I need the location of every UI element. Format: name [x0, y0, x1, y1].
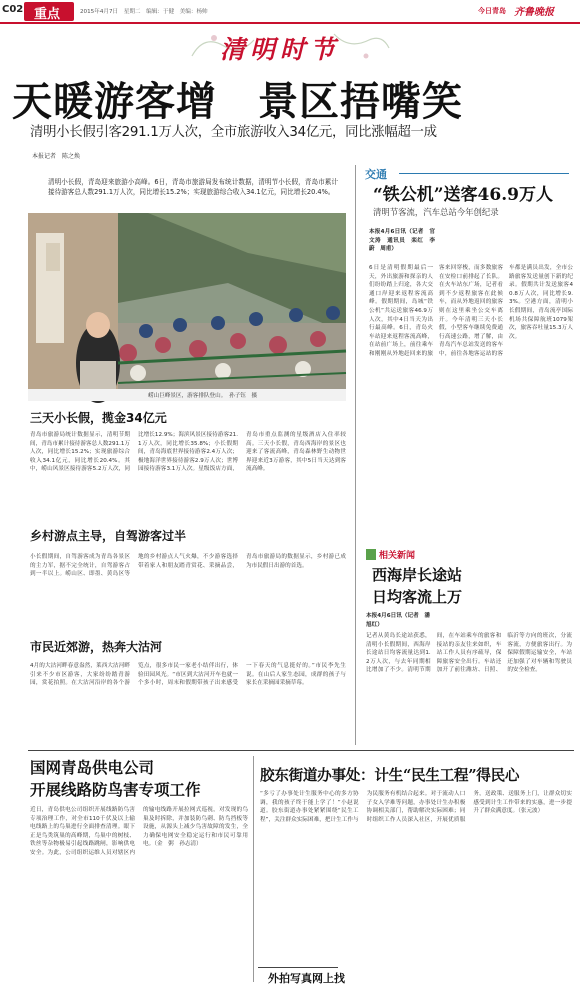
footer-rule: [258, 967, 338, 968]
subsection-2-text: 小长假期间，自驾游客成为青岛各景区的主力军，据不完全统计，自驾游客占到一半以上。崂山区、即墨、黄岛区等地的乡村游点人气火爆，不少游客选择带着家人和朋友踏青赏花、采摘品尝，青岛市旅游局的数据显示，乡村游已成为市民假日出游的首选。: [30, 554, 346, 578]
subsection-2-title: 乡村游点主导，自驾游客过半: [30, 529, 187, 543]
subsection-3-title: 市民近郊游，热奔大沽河: [30, 640, 163, 654]
main-byline: 本报记者 陈之焕: [32, 153, 81, 160]
photo-caption: 崂山巨峰景区，游客排队登山。 孙子钰 摄: [148, 393, 258, 399]
main-headline: 天暖游客增 景区捂嘴笑: [12, 78, 463, 125]
section-tag: [24, 2, 74, 21]
subsection-3-text: 4月的大沽河畔春意盎然，莱西大沽河畔引来不少市区游客，大家纷纷踏青游园，赏花拍照。在大沽河沿岸的各个游览点，很多市民一家老小结伴出行，体验田园风光。“市区到大沽河开车也就一个多小时，周末和假期带孩子出来感受一下春天的气息挺好的。”市民李先生说。在山后人家生态园，成群的孩子与家长在采摘园采摘草莓。: [30, 663, 346, 687]
header-rule: [0, 22, 580, 24]
west-coast-text: 记者从黄岛长途站获悉，清明小长假期间，西海岸长途站日均客流量达到1.2万人次，与去年同期相比增加了不少。清明节期间，在车站乘车的旅客和接站的亲友往来如织，车站工作人员有序疏导，保障旅客安全出行。车站还加开了前往潍坊、日照、临沂等方向的班次，分流客流，方便旅客出行。为保障假期运输安全，车站还加强了对车辆和驾驶员的安全检查。: [366, 633, 572, 674]
transport-box: [361, 164, 573, 530]
lead-paragraph: 清明小长假，青岛迎来旅游小高峰。6日，青岛市旅游局发布统计数据，清明节小长假，青岛市累计接待游客总人数291.1万人次，同比增长15.2%；实现旅游综合收入34.1亿元，同比增长20.4%。: [48, 178, 338, 196]
west-coast-byline: 本报4月6日讯（记者 潘旭红）: [366, 613, 430, 628]
brand-left: 今日青岛: [478, 7, 506, 15]
related-news-tag: [366, 548, 446, 562]
power-text: 近日，青岛供电公司组织开展线路防鸟害专项治理工作，对全市110千伏及以上输电线路上的鸟巢进行全面排查清理。眼下正是鸟类筑巢的高峰期，鸟巢中的树枝、铁丝等杂物极易引起线路跳闸，影响供电安全。为此，公司组织运维人员对辖区内的输电线路开展拉网式巡视，对发现的鸟巢及时拆除，并加装防鸟刺、防鸟挡板等设施，从源头上减少鸟害故障的发生，全力确保电网安全稳定运行和市民可靠用电。（金 粥 孙志清）: [30, 807, 248, 856]
banner-title: 清明时节: [220, 35, 341, 64]
page-code: C02: [2, 4, 24, 15]
section-label: 重点: [34, 7, 61, 22]
tourist-photo: [28, 213, 346, 401]
related-news-label: 相关新闻: [379, 551, 416, 561]
brand-logo: 齐鲁晚报: [514, 7, 554, 18]
festival-banner: [184, 26, 394, 68]
jiaodong-headline: 胶东街道办事处：计生“民生工程”得民心: [260, 767, 520, 784]
transport-byline: 本报4月6日讯（记者 官文涛 通讯员 栾红 李 蔚 周甫）: [369, 229, 441, 253]
section-rule-bottom: [28, 750, 574, 751]
subsection-1-columns: [30, 431, 346, 521]
jiaodong-text: “多亏了办事处计生服务中心的多方协调，我的孩子终于能上学了！”小赵说道。胶东街道办事处紧紧围绕“民生工程”，关注群众实际困难，把计生工作与为民服务有机结合起来。对于流动人口子女入学难等问题，办事处计生办积极协调相关部门，帮助解决实际困难；同时组织工作人员深入社区，开展优质服务，送政策、送服务上门，让群众切实感受到计生工作带来的实惠，进一步提升了群众满意度。（张元波）: [260, 791, 572, 823]
west-coast-headline: 西海岸长途站 日均客流上万: [372, 566, 463, 606]
power-headline: 国网青岛供电公司 开展线路防鸟害专项工作: [30, 758, 201, 799]
column-divider: [355, 165, 356, 745]
footer-teaser: 外拍写真网上找: [268, 972, 345, 985]
bottom-column-divider: [253, 756, 254, 982]
transport-subhead: 清明节客流，汽车总站今年创纪录: [373, 207, 499, 217]
subsection-1-text: 青岛市旅游局统计数据显示，清明节期间，青岛市累计接待游客总人数291.1万人次，同比增长15.2%；实现旅游综合收入34.1亿元，同比增长20.4%。其中，崂山风景区接待游客5.2万人次，同比增长12.9%；海滨风景区接待游客21.1万人次，同比增长35.8%；小长假期间，青岛海底世界接待游客2.4万人次；极地海洋世界接待游客2.9万人次；世博园接待游客3.1万人次。星级饭店方面，青岛市重点监测的星级酒店入住率较高。三天小长假，青岛西海岸的景区也迎来了客流高峰，青岛森林野生动物世界迎来近3万游客，其中5日当天达到客流高峰。: [30, 432, 346, 473]
page-header: [0, 0, 580, 24]
transport-text: 6日是清明假期最后一天，外出旅游和探亲的人们纷纷踏上归途，各大交通口岸迎来返程客流高峰。假期期间，岛城“铁公机”共运送旅客46.9万人次，其中4日当天为出行最高峰。6日，青岛火车站迎来返程客流高峰，在站前广场上，前往乘车和刚刚从外地赶回来的旅客来回穿梭，而多数旅客在安检口前排起了长队。在火车站东广场，记者看到不少返程旅客在此候车，而从外地返回的旅客则在这里乘坐公交车离开。今年清明三天小长假，小型客车继续免费通行高速公路，增了解，由青岛汽车总站发送的客车中，前往各地客运站的客车都是满员出发，全市公路旅客发送量创下新的纪录。假期共计发送旅客40.8万人次，同比增长9.3%。空港方面，清明小长假期间，青岛流亭国际机场共保障航班1079架次，旅客吞吐量15.3万人次。: [369, 265, 573, 357]
transport-headline: “铁公机”送客46.9万人: [373, 185, 553, 205]
main-subhead: 清明小长假引客291.1万人次，全市旅游收入34亿元，同比涨幅超一成: [30, 125, 437, 140]
date-line: 2015年4月7日 星期二 编辑：于健 美编：杨帅: [80, 9, 208, 15]
subsection-1-title: 三天小长假，揽金34亿元: [30, 411, 167, 425]
related-news-icon: [366, 549, 376, 560]
crowd-illustration: [28, 213, 346, 401]
transport-label: 交通: [365, 168, 387, 181]
transport-label-rule: [399, 173, 569, 174]
